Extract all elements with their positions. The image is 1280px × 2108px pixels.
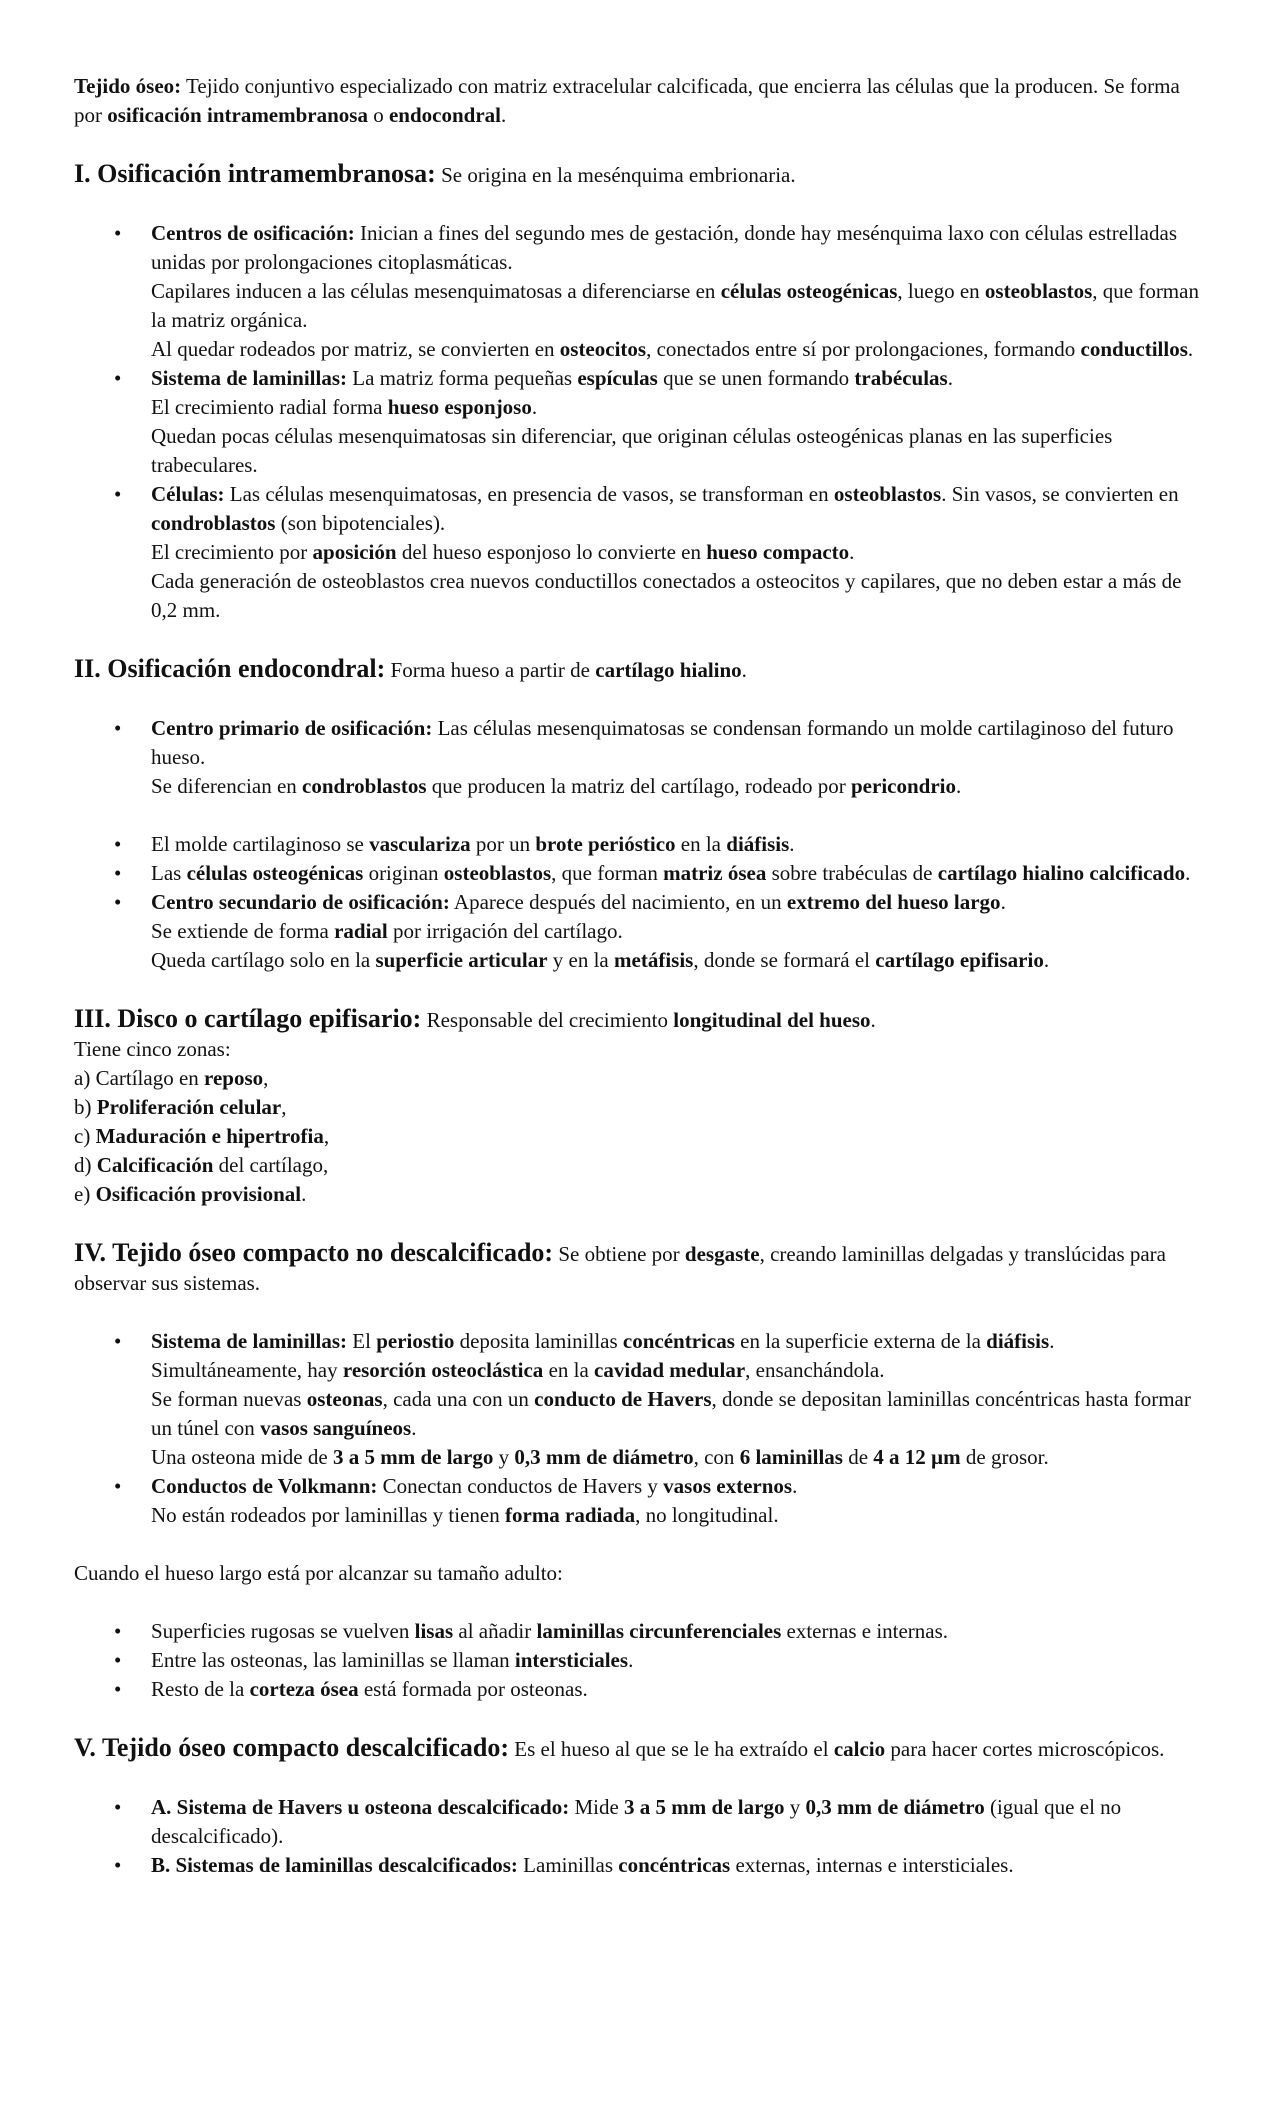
section-4-heading: IV. Tejido óseo compacto no descalcificado: Se obtiene por desgaste, creando laminillas delgadas y translúcidas para observar sus sistemas. [74,1238,1166,1295]
list-item: • Entre las osteonas, las laminillas se llaman intersticiales. [74,1646,1206,1675]
list-item: • Las células osteogénicas originan osteoblastos, que forman matriz ósea sobre trabéculas de cartílago hialino calcificado. [74,859,1206,888]
section-3-title: III. Disco o cartílago epifisario: [74,1004,422,1033]
list-item: • A. Sistema de Havers u osteona descalcificado: Mide 3 a 5 mm de largo y 0,3 mm de diámetro (igual que el no descalcificado). [74,1793,1206,1851]
spacer [74,685,1206,714]
zone-item: c) Maduración e hipertrofia, [74,1124,330,1148]
zone-item: a) Cartílago en reposo, [74,1066,269,1090]
spacer [74,1530,1206,1559]
section-1-list [74,219,1206,625]
zone-item: b) Proliferación celular, [74,1095,287,1119]
zone-item: e) Osificación provisional. [74,1182,307,1206]
section-5-list [74,1793,1206,1880]
section-4-title: IV. Tejido óseo compacto no descalcificado: [74,1238,554,1267]
list-item: • El molde cartilaginoso se vasculariza por un brote perióstico en la diáfisis. [74,830,1206,859]
spacer [74,190,1206,219]
zones-intro: Tiene cinco zonas: [74,1037,231,1061]
list-item: • B. Sistemas de laminillas descalcificados: Laminillas concéntricas externas, internas e intersticiales. [74,1851,1206,1880]
list-item: • Centro primario de osificación: Las células mesenquimatosas se condensan formando un molde cartilaginoso del futuro hueso. Se diferencian en condroblastos que producen la matriz del cartílago, rodeado por pericondrio. [74,714,1206,801]
section-4-adult-list [74,1617,1206,1704]
spacer [74,1298,1206,1327]
section-2-list-a [74,714,1206,801]
section-1-heading: I. Osificación intramembranosa: Se origina en la mesénquima embrionaria. [74,159,796,188]
section-1-title: I. Osificación intramembranosa: [74,159,436,188]
list-item: • Centro secundario de osificación: Aparece después del nacimiento, en un extremo del hueso largo. Se extiende de forma radial por irrigación del cartílago. Queda cartílago solo en la superficie articular y en la metáfisis, donde se formará el cartílago epifisario. [74,888,1206,975]
section-5-title: V. Tejido óseo compacto descalcificado: [74,1733,509,1762]
section-2-list-b [74,830,1206,975]
spacer [74,625,1206,654]
intro-term: Tejido óseo: [74,74,182,98]
spacer [74,1704,1206,1733]
spacer [74,130,1206,159]
spacer [74,1764,1206,1793]
section-2-title: II. Osificación endocondral: [74,654,386,683]
list-item: • Sistema de laminillas: La matriz forma pequeñas espículas que se unen formando trabéculas. El crecimiento radial forma hueso esponjoso. Quedan pocas células mesenquimatosas sin diferenciar, que originan células osteogénicas planas en las superficies trabeculares. [74,364,1206,480]
section-2-heading: II. Osificación endocondral: Forma hueso a partir de cartílago hialino. [74,654,747,683]
intro-paragraph: Tejido óseo: Tejido conjuntivo especializado con matriz extracelular calcificada, que encierra las células que la producen. Se forma por osificación intramembranosa o endocondral. [74,74,1180,127]
section-3-heading: III. Disco o cartílago epifisario: Responsable del crecimiento longitudinal del hueso. [74,1004,876,1033]
spacer [74,801,1206,830]
spacer [74,1209,1206,1238]
list-item: • Superficies rugosas se vuelven lisas al añadir laminillas circunferenciales externas e internas. [74,1617,1206,1646]
zone-item: d) Calcificación del cartílago, [74,1153,329,1177]
list-item: • Células: Las células mesenquimatosas, en presencia de vasos, se transforman en osteoblastos. Sin vasos, se convierten en condroblastos (son bipotenciales). El crecimiento por aposición del hueso esponjoso lo convierte en hueso compacto. Cada generación de osteoblastos crea nuevos conductillos conectados a osteocitos y capilares, que no deben estar a más de 0,2 mm. [74,480,1206,625]
list-item: • Sistema de laminillas: El periostio deposita laminillas concéntricas en la superficie externa de la diáfisis. Simultáneamente, hay resorción osteoclástica en la cavidad medular, ensanchándola. Se forman nuevas osteonas, cada una con un conducto de Havers, donde se depositan laminillas concéntricas hasta formar un túnel con vasos sanguíneos. Una osteona mide de 3 a 5 mm de largo y 0,3 mm de diámetro, con 6 laminillas de 4 a 12 µm de grosor. [74,1327,1206,1472]
spacer [74,975,1206,1004]
list-item: • Centros de osificación: Inician a fines del segundo mes de gestación, donde hay mesénquima laxo con células estrelladas unidas por prolongaciones citoplasmáticas. Capilares inducen a las células mesenquimatosas a diferenciarse en células osteogénicas, luego en osteoblastos, que forman la matriz orgánica. Al quedar rodeados por matriz, se convierten en osteocitos, conectados entre sí por prolongaciones, formando conductillos. [74,219,1206,364]
section-4-list [74,1327,1206,1530]
adult-intro: Cuando el hueso largo está por alcanzar su tamaño adulto: [74,1561,563,1585]
list-item: • Conductos de Volkmann: Conectan conductos de Havers y vasos externos. No están rodeados por laminillas y tienen forma radiada, no longitudinal. [74,1472,1206,1530]
section-5-heading: V. Tejido óseo compacto descalcificado: Es el hueso al que se le ha extraído el calcio para hacer cortes microscópicos. [74,1733,1165,1762]
spacer [74,1588,1206,1617]
list-item: • Resto de la corteza ósea está formada por osteonas. [74,1675,1206,1704]
